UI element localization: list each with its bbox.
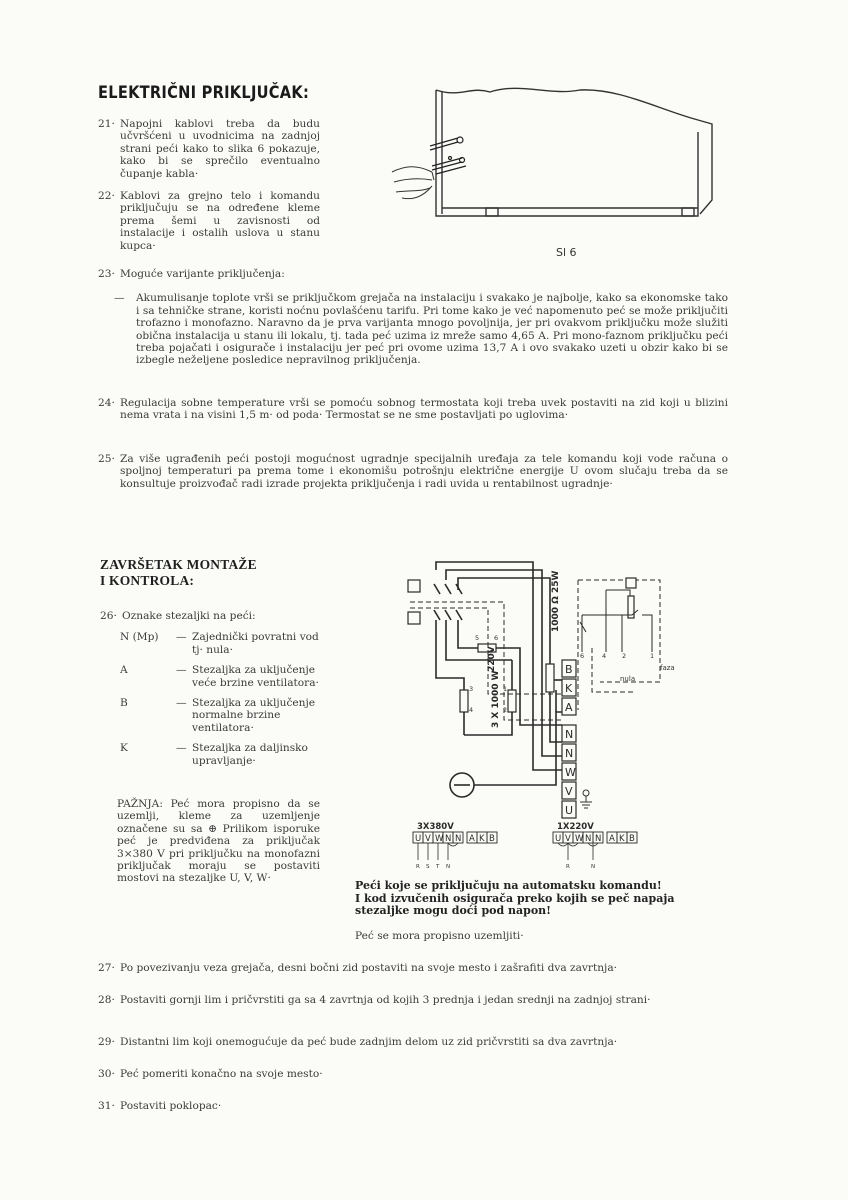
terminal-desc: Stezaljka za uključenje veće brzine ventilatora· <box>192 664 319 689</box>
list-item-31 <box>98 1100 728 1112</box>
dash: — <box>176 664 187 677</box>
item-text: Po povezivanju veza grejača, desni bočni zid postaviti na svoje mesto i zašrafiti dva zavrtnja· <box>120 962 618 974</box>
terminal-label: N (Mp) <box>120 631 159 644</box>
terminal-row <box>120 697 322 734</box>
torn-edge <box>436 88 698 120</box>
list-item-25 <box>98 453 728 490</box>
item-text: Kablovi za grejno telo i komandu priključuju se na određene kleme prema šemi u zavisnosti od instalacije i ostalih uslova u stanu kupca· <box>120 190 320 252</box>
connection-box-label: A <box>609 834 615 844</box>
thermostat-coil-icon <box>626 578 636 588</box>
item-number: 31· <box>98 1100 115 1112</box>
item-number: 28· <box>98 994 115 1006</box>
list-item-24 <box>98 397 728 422</box>
item-number: 24· <box>98 397 115 409</box>
terminal-row <box>120 742 322 767</box>
warning-line: I kod izvučenih osigurača preko kojih se peč napaja <box>355 891 675 905</box>
item-text: Distantni lim koji onemogućuje da peć bude zadnjim delom uz zid pričvrstiti sa dva zavrtnja· <box>120 1036 618 1048</box>
warning-line: Peći koje se priključuju na automatsku komandu! <box>355 879 662 892</box>
relay-coil-icon <box>408 580 420 592</box>
terminal-row <box>120 631 322 656</box>
terminal-row <box>120 664 322 689</box>
connection-box-label: K <box>619 834 625 844</box>
hand-icon <box>392 167 434 199</box>
connection-1x220v <box>553 822 637 870</box>
thermostat-terminal-label: 6 <box>580 652 585 660</box>
terminal-box-label: W <box>565 766 576 779</box>
terminal-desc: Stezaljka za uključenje normalne brzine ventilatora· <box>192 697 316 734</box>
connection-box-label: B <box>629 834 635 844</box>
wire-u <box>436 562 562 770</box>
terminal-box-label: B <box>565 663 573 676</box>
dash-bullet: — <box>114 292 125 305</box>
terminal-box-label: V <box>565 785 573 798</box>
resistor-label: 2 <box>503 706 508 714</box>
connection-box-label: K <box>479 834 485 844</box>
terminal-label: B <box>120 697 128 710</box>
connection-schemes <box>405 820 685 875</box>
resistor-label: 5 <box>475 634 480 642</box>
label-nula: nula <box>620 675 636 683</box>
resistor-1-2 <box>508 690 516 712</box>
dash: — <box>176 631 187 644</box>
terminal-box-label: A <box>565 701 573 714</box>
resistor-label: 6 <box>494 634 499 642</box>
list-item-26 <box>100 610 322 622</box>
item-number: 29· <box>98 1036 115 1048</box>
connection-box-label: U <box>415 834 422 844</box>
item-number: 30· <box>98 1068 115 1080</box>
item-number: 27· <box>98 962 115 974</box>
connection-box-label: W <box>575 834 584 844</box>
connection-title: 1X220V <box>557 822 594 832</box>
connection-box-label: N <box>595 834 602 844</box>
item-text: Peć pomeriti konačno na svoje mesto· <box>120 1068 323 1080</box>
figure-6-oven-back <box>380 80 720 280</box>
label-lamp: 1000 Ω 25W <box>551 570 561 632</box>
list-item-23 <box>98 268 728 280</box>
terminal-box-label: U <box>565 804 574 817</box>
terminal-box-label: K <box>565 682 573 695</box>
connection-box-label: A <box>469 834 475 844</box>
terminal-desc: Zajednički povratni vod tj· nula· <box>192 631 319 656</box>
item-text: Napojni kablovi treba da budu učvršćeni u uvodnicima na zadnjoj strani peći kako to slika 6 pokazuje, kako bi se sprečilo eventualno čupanje kabla· <box>120 118 320 180</box>
label-faza: faza <box>660 664 675 672</box>
item-text: Moguće varijante priključenja: <box>120 268 285 280</box>
list-item-22 <box>98 190 320 252</box>
resistor-lamp <box>546 664 554 692</box>
section-title-finishing <box>100 557 257 589</box>
connection-3x380v <box>413 822 497 870</box>
label-heater: 3 X 1000 W <box>491 670 501 728</box>
connection-box-label: V <box>425 834 431 844</box>
terminal-block <box>562 660 576 818</box>
terminal-label: K <box>120 742 128 755</box>
terminal-label: A <box>120 664 128 677</box>
phase-label: R <box>566 864 570 870</box>
sub-item-variants <box>98 292 728 366</box>
list-item-30 <box>98 1068 728 1080</box>
ground-icon <box>580 790 592 808</box>
section-title-line: ZAVRŠETAK MONTAŽE <box>100 557 257 572</box>
section-title-line: I KONTROLA: <box>100 573 195 588</box>
terminal-box-label: N <box>565 728 574 741</box>
phase-label: S <box>426 864 430 870</box>
warning-paragraph: PAŽNJA: Peć mora propisno da se uzemlji, kleme za uzemljenje označene su sa ⊕ Prilikom isporuke peć je predviđena za priključak 3×380 V pri priključku na monofazni priključak moraju se postaviti mostovi na stezaljke U, V, W· <box>117 798 320 885</box>
figure-caption: Sl 6 <box>556 246 577 259</box>
terminal-list <box>100 631 322 767</box>
connection-box-label: U <box>555 834 562 844</box>
phase-label: N <box>446 864 451 870</box>
item-26 <box>100 610 322 775</box>
dash: — <box>176 742 187 755</box>
thermostat-terminal-label: 4 <box>602 652 607 660</box>
resistor-label: 4 <box>469 706 474 714</box>
oven-outline <box>436 90 698 216</box>
phase-label: N <box>591 864 596 870</box>
item-text: Za više ugrađenih peći postoji mogućnost ugradnje specijalnih uređaja za tele komandu koji vode računa o spoljnoj temperaturi pa prema tome i ekonomišu potrošnju električne energije U ovom slučaju treba da se konsultuje proizvođač radi izrade projekta priključenja i radi uvida u rentabilnost ugradnje· <box>120 453 728 490</box>
wiring-diagram <box>370 560 690 820</box>
list-item-29 <box>98 1036 728 1048</box>
item-text: Postaviti poklopac· <box>120 1100 222 1112</box>
item-text: Regulacija sobne temperature vrši se pomoću sobnog termostata koji treba uvek postaviti na zid koji u blizini nema vrata i na visini 1,5 m· od poda· Termostat se ne sme postavljati po uglovima· <box>120 397 728 422</box>
list-item-28 <box>98 994 728 1006</box>
dash: — <box>176 697 187 710</box>
item-number: 21· <box>98 118 115 130</box>
connection-box-label: N <box>585 834 592 844</box>
connection-title: 3X380V <box>417 822 454 832</box>
relay-coil-icon <box>408 612 420 624</box>
grounding-note: Peć se mora propisno uzemljiti· <box>355 930 524 942</box>
terminal-desc: Stezaljka za daljinsko upravljanje· <box>192 742 308 767</box>
item-number: 25· <box>98 453 115 465</box>
connection-box-label: W <box>435 834 444 844</box>
item-number: 23· <box>98 268 115 280</box>
thermostat-terminal-label: 1 <box>650 652 655 660</box>
connection-box-label: B <box>489 834 495 844</box>
label-220v: 220V <box>487 646 497 672</box>
warning-line: stezaljke mogu doći pod napon! <box>355 904 552 917</box>
items-21-22 <box>98 118 320 252</box>
item-23 <box>98 268 728 367</box>
phase-label: T <box>436 864 440 870</box>
connection-box-label: N <box>455 834 462 844</box>
list-item-27 <box>98 962 728 974</box>
terminal-box-label: N <box>565 747 574 760</box>
connection-box-label: V <box>565 834 571 844</box>
section-title-electrical: ELEKTRIČNI PRIKLJUČAK: <box>98 83 310 103</box>
resistor-3-4 <box>460 690 468 712</box>
phase-label: R <box>416 864 420 870</box>
thermostat-terminal-label: 2 <box>622 652 627 660</box>
item-text: Postaviti gornji lim i pričvrstiti ga sa 4 zavrtnja od kojih 3 prednja i jedan srednji na zadnjoj strani· <box>120 994 651 1006</box>
automatic-command-warning <box>355 880 755 918</box>
list-item-21 <box>98 118 320 180</box>
item-number: 22· <box>98 190 115 203</box>
item-number: 26· <box>100 610 117 622</box>
resistor-label: 3 <box>469 685 474 693</box>
item-text: Akumulisanje toplote vrši se priključkom grejača na instalaciju i svakako je najbolje, kako sa ekonomske tako i sa tehničke strane, koristi noćnu povlašćenu tarifu. Pri tome kako je već napomenuto peć se može priključiti trofazno i monofazno. Naravno da je prva varijanta mnogo povoljnija, jer pri ovakvom priključku može služiti obična instalacija u stanu ili lokalu, tj. tada peć uzima iz mreže samo 4,65 A. Pri mono-faznom priključku peći treba pojačati i osigurače i instalaciju jer peć pri ovome uzima 13,7 A i ovo svakako uzeti u obzir kako bi se izbegle neželjene posledice nepravilnog priključenja. <box>136 292 728 367</box>
resistor-label: 1 <box>503 685 508 693</box>
item-text: Oznake stezaljki na peći: <box>122 610 256 622</box>
connection-box-label: N <box>445 834 452 844</box>
